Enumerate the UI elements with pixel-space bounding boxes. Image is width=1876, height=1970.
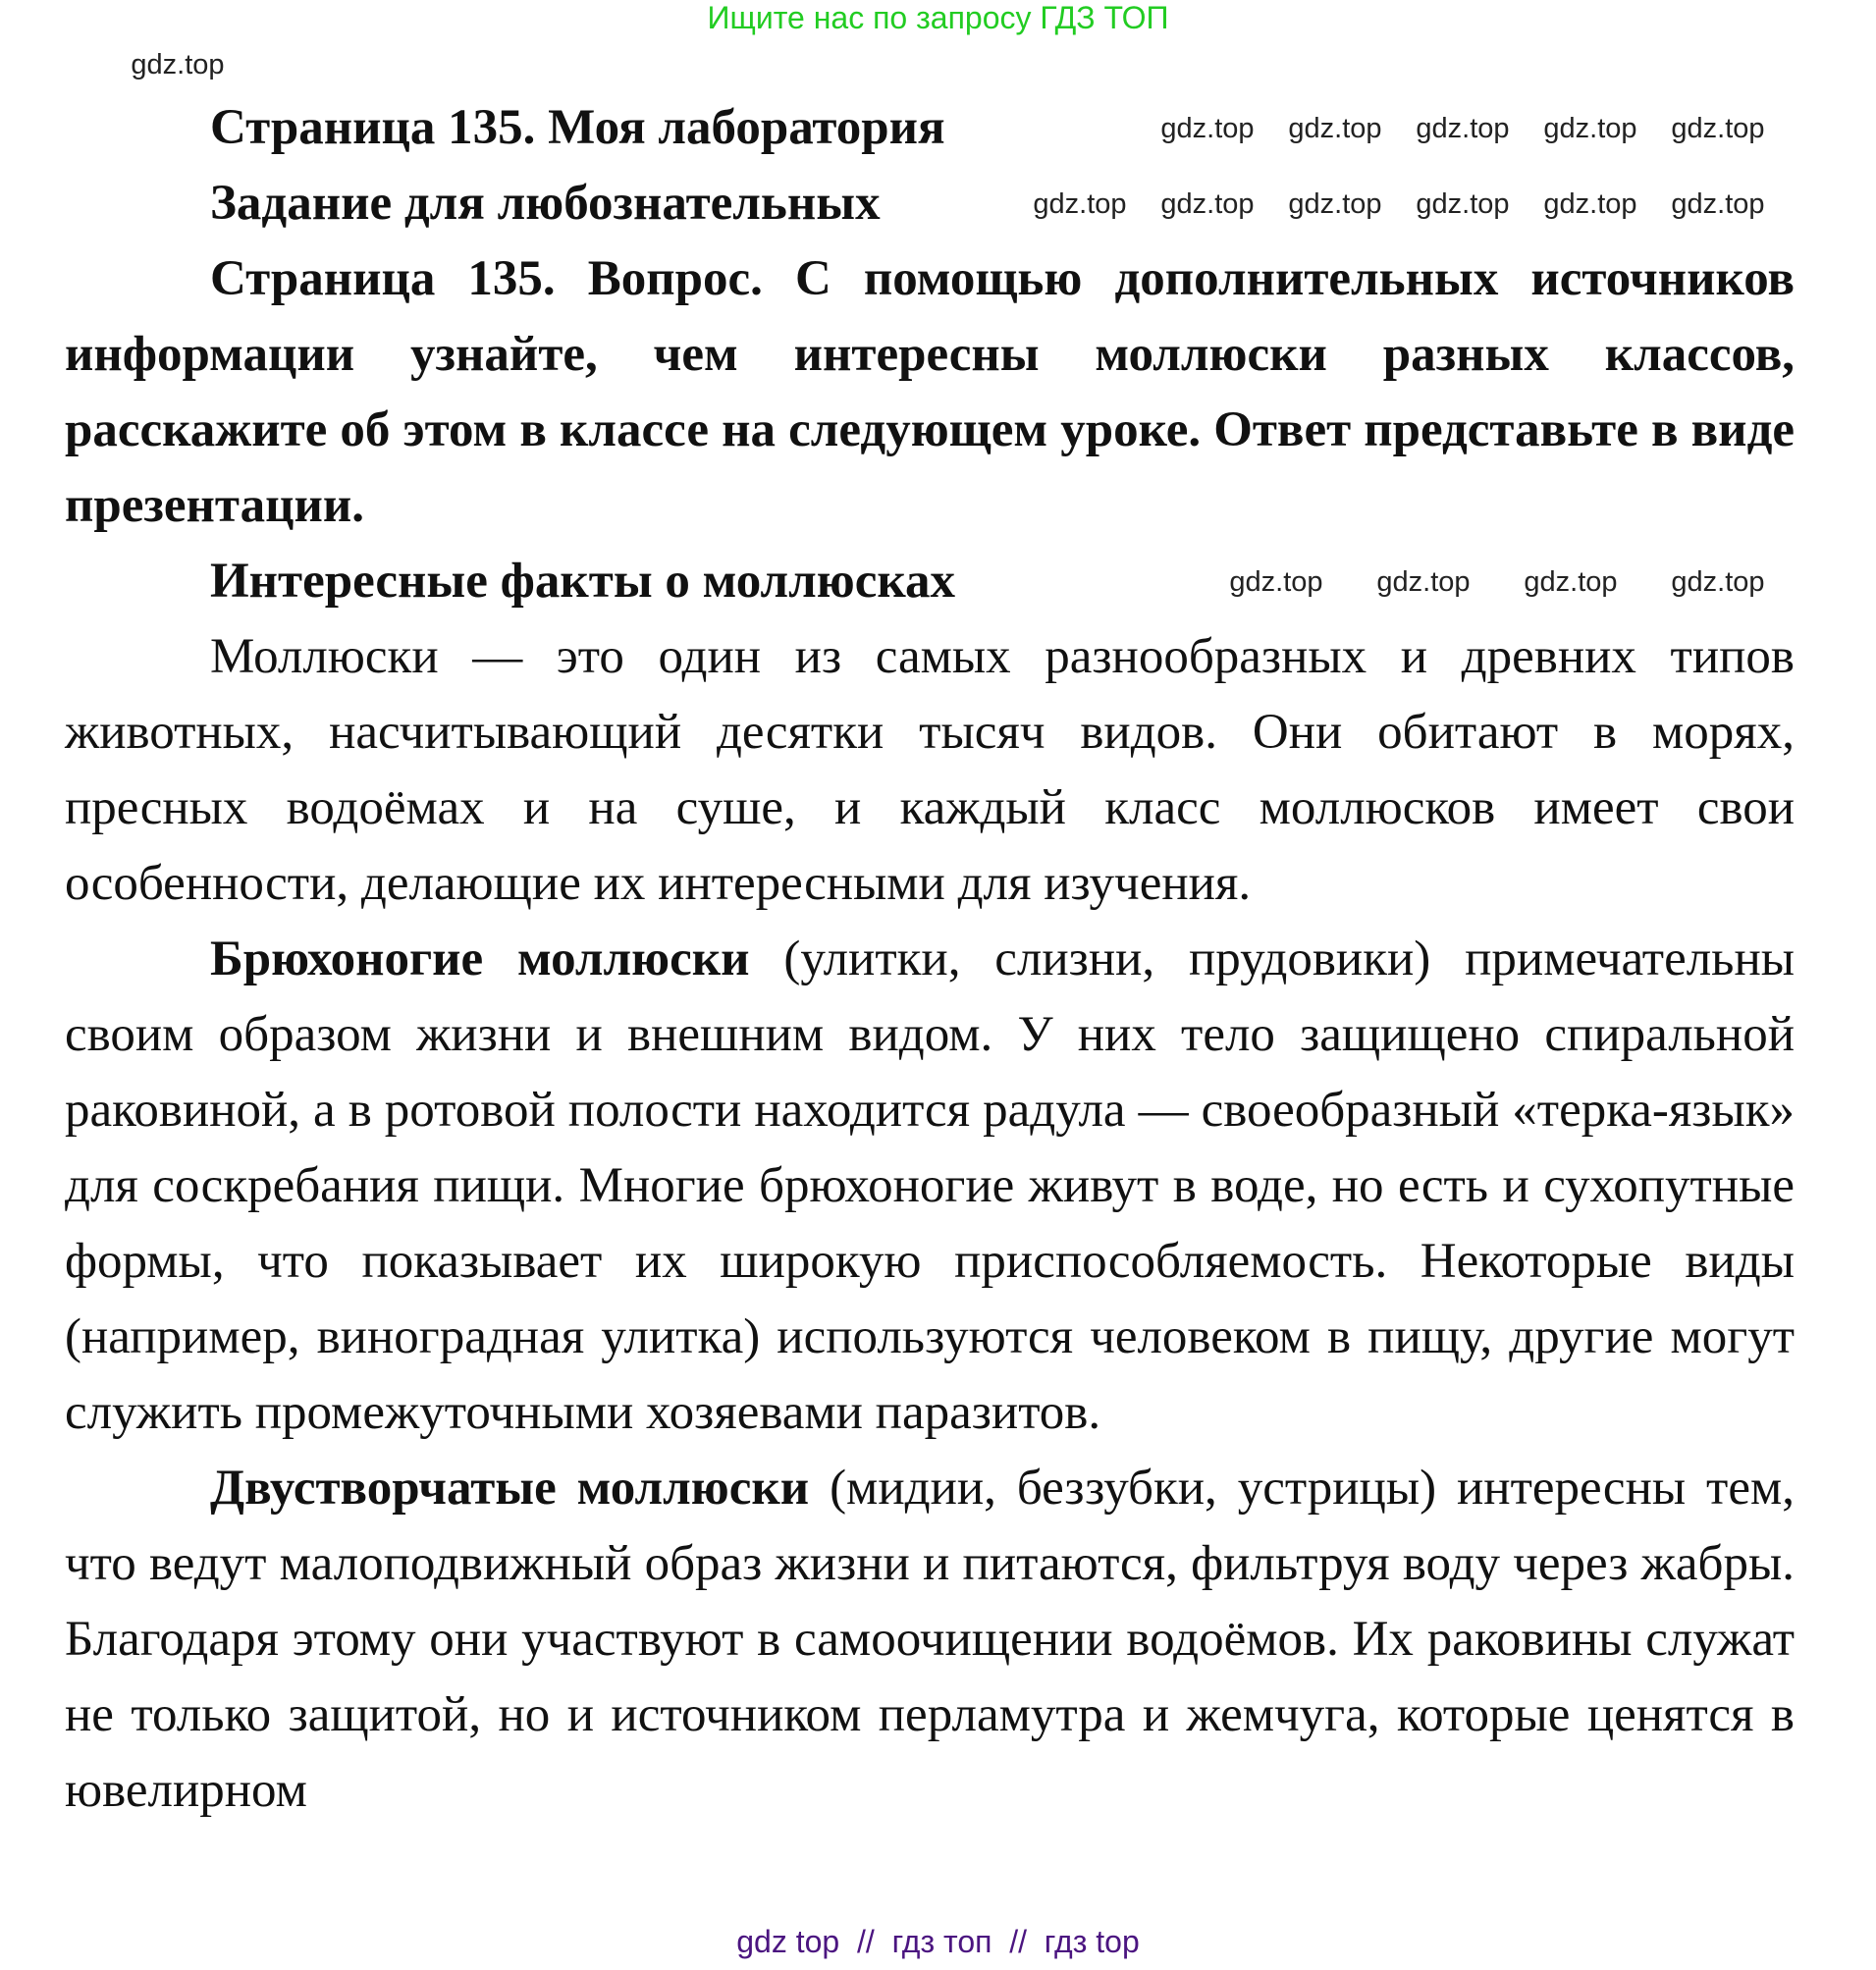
page-title: Страница 135. Моя лаборатория (210, 100, 945, 155)
watermark: gdz.top (1376, 566, 1471, 598)
watermark: gdz.top (1543, 188, 1637, 220)
footer-watermark: gdz top // гдз топ // гдз top (736, 1924, 1140, 1959)
watermark: gdz.top (1033, 188, 1127, 220)
watermark: gdz.top (1524, 566, 1618, 598)
watermark: gdz.top (1160, 113, 1255, 144)
answer-heading: Интересные факты о моллюсках (210, 554, 955, 609)
watermark: gdz.top (1229, 566, 1323, 598)
watermark: gdz.top (1416, 188, 1510, 220)
watermark: gdz.top (1160, 188, 1255, 220)
watermark: gdz.top (1288, 188, 1382, 220)
watermark: gdz.top (131, 49, 225, 80)
document-content (65, 90, 1795, 1829)
term-bold: Двустворчатые моллюски (210, 1461, 810, 1516)
paragraph-intro (65, 619, 1795, 922)
watermark: gdz.top (1288, 113, 1382, 144)
watermark: gdz.top (1543, 113, 1637, 144)
watermark: gdz.top (1671, 566, 1765, 598)
watermark: gdz.top (1671, 113, 1765, 144)
paragraph-gastropods (65, 922, 1795, 1451)
watermark: gdz.top (1416, 113, 1510, 144)
term-bold: Брюхоногие моллюски (210, 932, 750, 986)
question-text: Страница 135. Вопрос. С помощью дополнительных источников информации узнайте, чем интересны моллюски разных классов, расскажите об этом в классе на следующем уроке. Ответ представьте в виде презентации. (65, 251, 1795, 533)
paragraph-text: (мидии, беззубки, устрицы) интересны тем, что ведут малоподвижный образ жизни и питаются, фильтруя воду через жабры. Благодаря этому они участвуют в самоочищении водоёмов. Их раковины служат не только защитой, но и источником перламутра и жемчуга, которые ценятся в ювелирном (65, 1461, 1795, 1818)
search-banner: Ищите нас по запросу ГДЗ ТОП (707, 0, 1169, 35)
watermark: gdz.top (1671, 188, 1765, 220)
paragraph-text: (улитки, слизни, прудовики) примечательны своим образом жизни и внешним видом. У них тело защищено спиральной раковиной, а в ротовой полости находится радула — своеобразный «терка-язык» для соскребания пищи. Многие брюхоногие живут в воде, но есть и сухопутные формы, что показывает их широкую приспособляемость. Некоторые виды (например, виноградная улитка) используются человеком в пищу, другие могут служить промежуточными хозяевами паразитов. (65, 932, 1796, 1440)
paragraph-text: Моллюски — это один из самых разнообразных и древних типов животных, насчитывающий десятки тысяч видов. Они обитают в морях, пресных водоёмах и на суше, и каждый класс моллюсков имеет свои особенности, делающие их интересными для изучения. (65, 629, 1795, 911)
paragraph-bivalves (65, 1451, 1795, 1829)
section-subtitle: Задание для любознательных (210, 176, 881, 231)
